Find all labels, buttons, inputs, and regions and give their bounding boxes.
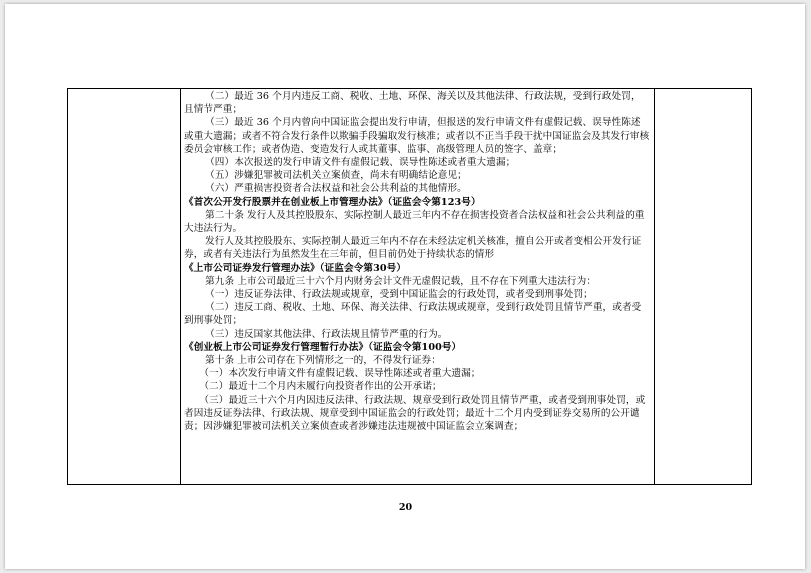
paragraph: （一）违反证券法律、行政法规或规章，受到中国证监会的行政处罚，或者受到刑事处罚； [205,289,593,301]
paragraph: 发行人及其控股股东、实际控制人最近三年内不存在未经法定机关核准，擅自公开或者变相公开发行证券，或者有关违法行为虽然发生在三年前，但目前仍处于持续状态的情形 [184,236,642,261]
paragraph: （二）最近 36 个月内违反工商、税收、土地、环保、海关以及其他法律、行政法规，受到行政处罚，且情节严重； [184,91,641,116]
table-cell-content [181,90,653,433]
law-title: 《上市公司证券发行管理办法》（证监会令第30号） [184,262,407,274]
paragraph: 第九条 上市公司最近三十六个月内财务会计文件无虚假记载，且不存在下列重大违法行为： [205,275,597,287]
paragraph: （四）本次报送的发行申请文件有虚假记载、误导性陈述或者重大遗漏； [205,157,516,169]
table-column-divider [654,89,655,484]
paragraph: 第十条 上市公司存在下列情形之一的，不得发行证券： [205,355,441,367]
paragraph: 第二十条 发行人及其控股股东、实际控制人最近三年内不存在损害投资者合法权益和社会公共利益的重大违法行为。 [184,209,645,235]
paragraph: （三）最近三十六个月内因违反法律、行政法规、规章受到行政处罚且情节严重，或者受到刑事处罚，或者因违反证券法律、行政法规、规章受到中国证监会的行政处罚；最近十二个月内受到证券交易所的公开谴责；因涉嫌犯罪被司法机关立案侦查或者涉嫌违法违规被中国证监会立案调查； [184,394,646,433]
paragraph: （五）涉嫌犯罪被司法机关立案侦查，尚未有明确结论意见； [205,170,467,182]
page-number: 20 [398,502,413,513]
law-title: 《首次公开发行股票并在创业板上市管理办法》（证监会令第123号） [184,196,481,208]
paragraph: （三）违反国家其他法律、行政法规且情节严重的行为。 [205,328,448,340]
paragraph: （一）本次发行申请文件有虚假记载、误导性陈述或者重大遗漏； [199,368,481,380]
paragraph: （二）最近十二个月内未履行向投资者作出的公开承诺； [199,381,442,393]
law-title: 《创业板上市公司证券发行管理暂行办法》（证监会令第100号） [184,341,462,353]
paragraph: （六）严重损害投资者合法权益和社会公共利益的其他情形。 [205,183,467,195]
paragraph: （二）违反工商、税收、土地、环保、海关法律、行政法规或规章，受到行政处罚且情节严重，或者受到刑事处罚； [184,302,642,327]
table [67,88,752,485]
document-page [5,4,805,569]
paragraph: （三）最近 36 个月内曾向中国证监会提出发行申请，但报送的发行申请文件有虚假记载、误导性陈述或重大遗漏；或者不符合发行条件以欺骗手段骗取发行核准；或者以不正当手段干扰中国证监会及其发行审核委员会审核工作；或者伪造、变造发行人或其董事、监事、高级管理人员的签字、盖章； [184,117,650,155]
